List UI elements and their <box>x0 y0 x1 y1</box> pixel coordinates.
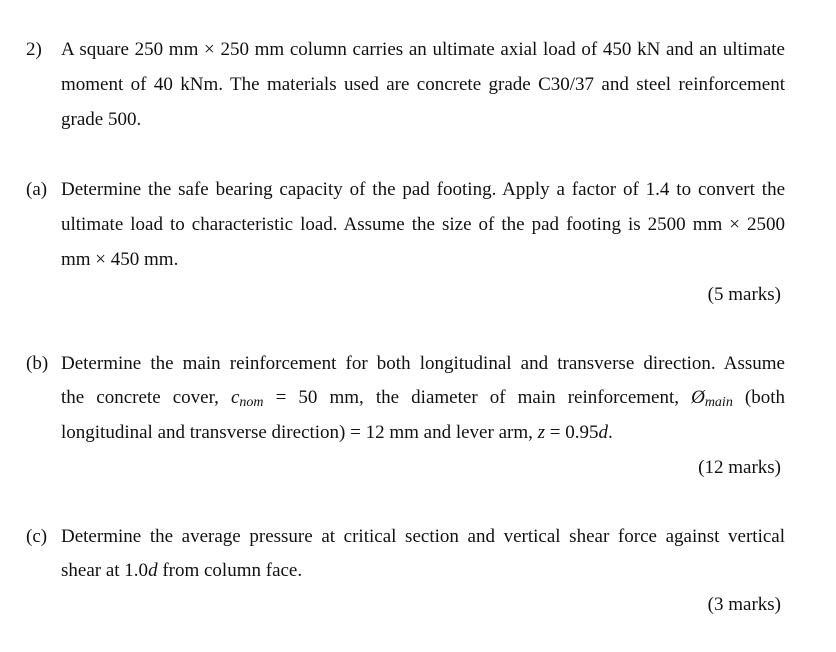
part-a-line-3: mm × 450 mm. <box>61 249 179 270</box>
part-c-line-2-text-a: shear at 1.0 <box>61 560 149 581</box>
effective-depth-symbol: d <box>598 422 608 443</box>
q2-line-1: A square 250 mm × 250 mm column carries an ultimate axial load of 450 kN and an ultimate <box>61 39 785 60</box>
part-b-line-2-text-d: (both <box>732 387 785 408</box>
diameter-subscript: main <box>704 395 733 410</box>
part-b-line-1: Determine the main reinforcement for both longitudinal and transverse direction. Assume <box>61 353 785 374</box>
part-b-line-2-text-a: the concrete cover, <box>61 387 231 408</box>
part-a-marks: (5 marks) <box>707 284 781 305</box>
part-b-line-2-text-b: = 50 mm, the diameter of main reinforcement, <box>263 387 692 408</box>
part-a-label: (a) <box>26 179 48 200</box>
q2-line-3: grade 500. <box>61 109 142 130</box>
part-b-marks: (12 marks) <box>698 457 781 478</box>
depth-symbol: d <box>148 560 158 581</box>
cover-symbol: c <box>230 387 240 408</box>
part-b-line-3-text-b: = 0.95 <box>545 422 599 443</box>
part-b-line-3 <box>61 421 613 445</box>
part-b-line-2 <box>61 386 785 412</box>
part-c-marks: (3 marks) <box>707 594 781 615</box>
part-a-line-1: Determine the safe bearing capacity of the pad footing. Apply a factor of 1.4 to convert the <box>61 179 785 200</box>
part-c-line-2 <box>61 559 302 583</box>
part-c-line-1: Determine the average pressure at critical section and vertical shear force against vertical <box>61 526 785 547</box>
q2-line-2: moment of 40 kNm. The materials used are concrete grade C30/37 and steel reinforcement <box>61 74 785 95</box>
part-b-label: (b) <box>26 353 49 374</box>
diameter-symbol: Ø <box>691 387 705 408</box>
part-b-line-3-text-c: . <box>607 422 613 443</box>
part-c-line-2-text-b: from column face. <box>157 560 303 581</box>
cover-subscript: nom <box>239 395 264 410</box>
question-number: 2) <box>26 39 42 60</box>
part-c-label: (c) <box>26 526 48 547</box>
part-b-line-3-text-a: longitudinal and transverse direction) = 12 mm and lever arm, <box>61 422 538 443</box>
part-a-line-2: ultimate load to characteristic load. Assume the size of the pad footing is 2500 mm × 2500 <box>61 214 785 235</box>
lever-arm-symbol: z <box>537 422 546 443</box>
